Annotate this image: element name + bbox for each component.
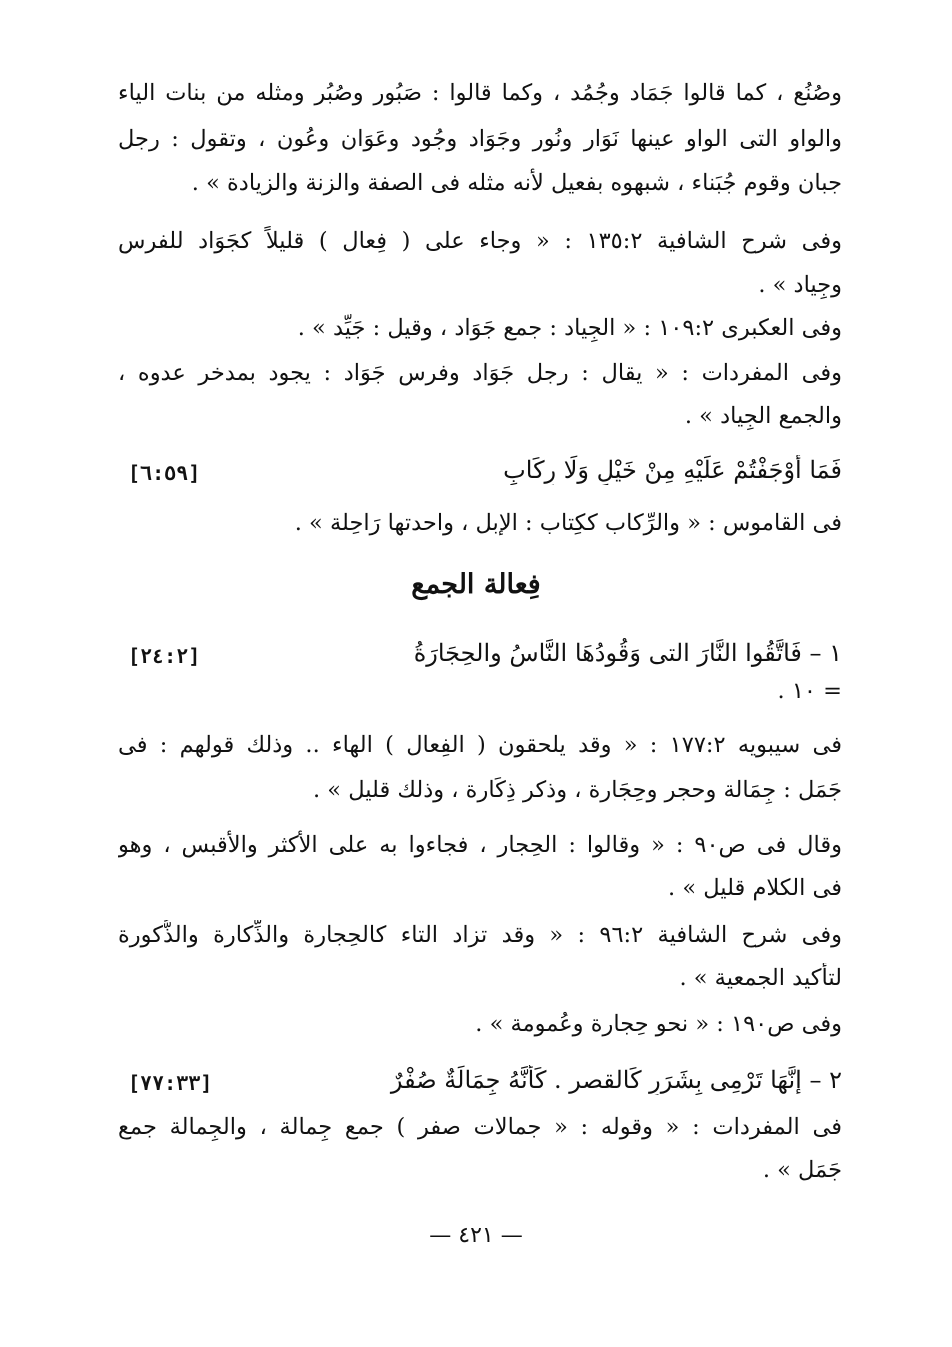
text-line: جَمَل : جِمَالة وحجر وحِجَارة ، وذكر ذِكَارة ، وذلك قليل » .	[312, 777, 842, 803]
verse-reference: [٦:٥٩]	[128, 461, 201, 485]
text-line: فى الكلام قليل » .	[668, 875, 842, 901]
text-line: جبان وقوم جُبَناء ، شبهوه بفعيل لأنه مثله فى الصفة والزنة والزيادة » .	[191, 170, 842, 196]
text-line: وقال فى ص٩٠ : « وقالوا : الحِجار ، فجاءوا به على الأكثر والأقبس ، وهو	[118, 832, 842, 858]
text-line: فى سيبويه ١٧٧:٢ : « وقد يلحقون ( الفِعال ) الهاء .. وذلك قولهم : فى	[118, 732, 842, 758]
section-heading: فِعالة الجمع	[411, 569, 541, 600]
text-line: وفى العكبرى ١٠٩:٢ : « الجِياد : جمع جَوَاد ، وقيل : جَيِّد » .	[297, 315, 842, 341]
text-line: والجمع الجِياد » .	[684, 403, 842, 429]
text-line: = ١٠ .	[777, 678, 842, 704]
text-line: وفى شرح الشافية ١٣٥:٢ : « وجاء على ( فِعال ) قليلاً كجَوَاد للفرس	[118, 228, 842, 254]
verse-reference: [٢٤:٢]	[128, 644, 201, 668]
text-line: وفى ص١٩٠ : « نحو حِجارة وعُمومة » .	[475, 1011, 842, 1037]
quran-verse: ٢ – إِنَّهَا تَرْمِى بِشَرَرٍ كَالقصر . كَأَنَّهُ جِمَالَةٌ صُفْرٌ	[390, 1066, 842, 1094]
quran-verse: فَمَا أَوْجَفْتُمْ عَلَيْهِ مِنْ خَيْلٍ وَلَا رِكَابٍ	[503, 456, 842, 484]
page-number: — ٤٢١ —	[429, 1223, 523, 1248]
text-line: وجِياد » .	[758, 272, 842, 298]
text-line: وصُنُع ، كما قالوا جَمَاد وجُمُد ، وكما قالوا : صَبُور وصُبُر ومثله من بنات الياء	[118, 80, 842, 106]
text-line: فى القاموس : « والرِّكاب ككِتاب : الإبل ، واحدتها رَاحِلة » .	[294, 510, 842, 536]
text-line: والواو التى الواو عينها نَوَار ونُور وجَوَاد وجُود وعَوَان وعُون ، وتقول : رجل	[118, 126, 842, 152]
text-line: لتأكيد الجمعية » .	[679, 965, 842, 991]
text-line: فى المفردات : « وقوله : « جمالات صفر ) جمع جِمالة ، والجِمالة جمع	[118, 1114, 842, 1140]
verse-reference: [٧٧:٣٣]	[128, 1071, 213, 1095]
text-line: جَمَل » .	[762, 1157, 842, 1183]
text-line: وفى المفردات : « يقال : رجل جَوَاد وفرس جَوَاد : يجود بمدخر عدوه ،	[118, 360, 842, 386]
quran-verse: ١ – فَاتَّقُوا النَّارَ التى وَقُودُهَا النَّاسُ والحِجَارَةُ	[413, 639, 842, 667]
text-line: وفى شرح الشافية ٩٦:٢ : « وقد تزاد التاء كالحِجارة والذِّكارة والذُّكورة	[118, 922, 842, 948]
